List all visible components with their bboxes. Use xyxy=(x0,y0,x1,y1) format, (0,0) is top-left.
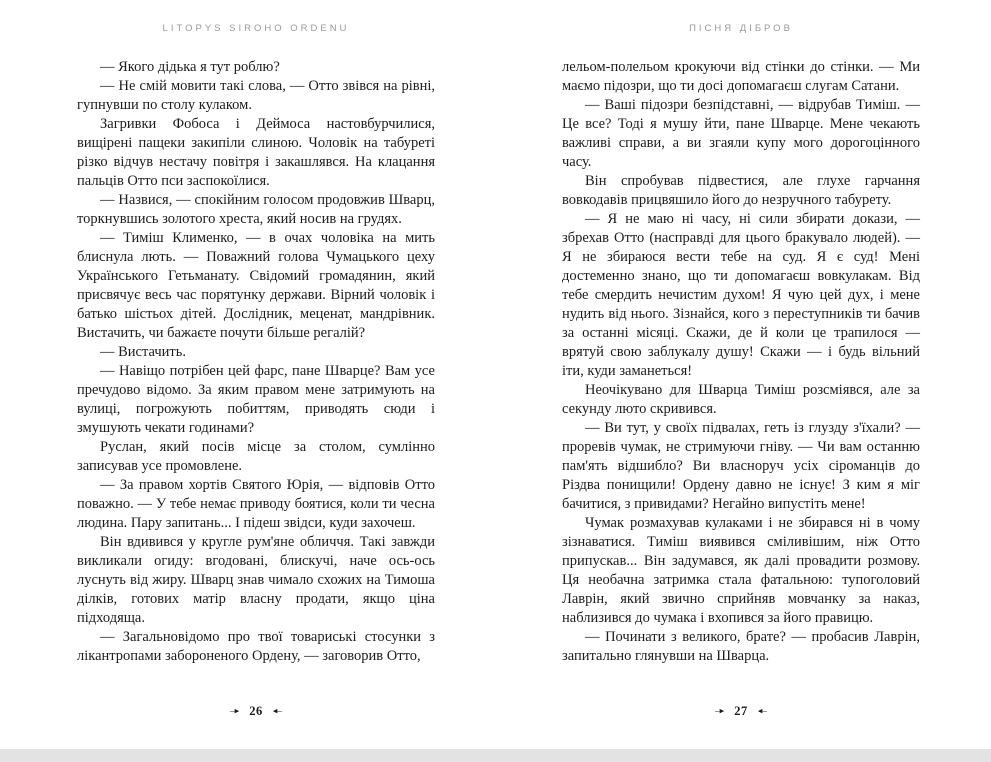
folio-ornament-left-icon: –▸ xyxy=(230,705,240,716)
paragraph: Неочікувано для Шварца Тиміш розсміявся, але за секунду люто скривився. xyxy=(562,382,920,417)
running-header-right: ПІСНЯ ДІБРОВ xyxy=(689,23,793,34)
folio-ornament-right-icon: ◂– xyxy=(272,705,282,716)
page-text-right xyxy=(562,58,920,666)
paragraph: Чумак розмахував кулаками і не збирався ні в чому зізнаватися. Тиміш виявився сміливішим, ніж Отто припускав... Він задумався, як далі провадити розмову. Ця необачна затримка стала фатальною: тупоголовий Лаврін, який звично сприйняв мовчанку за наказ, наблизився до чумака і вхопився за його правицю. xyxy=(562,515,920,626)
paragraph: лельом-полельом крокуючи від стінки до стінки. — Ми маємо підозри, що ти досі допомагаєш слугам Сатани. xyxy=(562,59,920,94)
paragraph: — Тиміш Клименко, — в очах чоловіка на мить блиснула лють. — Поважний голова Чумацького цеху Українського Гетьманату. Свідомий громадянин, який присвячує весь час порятунку держави. Вірний чоловік і батько шістьох дітей. Дослідник, меценат, мандрівник. Вистачить, чи бажаєте почути більше регалій? xyxy=(77,230,435,341)
paragraph: Він спробував підвестися, але глухе гарчання вовкодавів прицвяшило його до незручного табурету. xyxy=(562,173,920,208)
page-right xyxy=(562,0,920,762)
paragraph: — Починати з великого, брате? — пробасив Лаврін, запитально глянувши на Шварца. xyxy=(562,629,920,664)
folio-right xyxy=(562,704,920,719)
paragraph: — Якого дідька я тут роблю? xyxy=(100,59,280,75)
folio-ornament-left-icon: –▸ xyxy=(715,705,725,716)
page-number-left: 26 xyxy=(249,704,263,718)
paragraph: — Не смій мовити такі слова, — Отто звівся на рівні, гупнувши по столу кулаком. xyxy=(77,78,435,113)
folio-ornament-right-icon: ◂– xyxy=(757,705,767,716)
page-number-right: 27 xyxy=(734,704,748,718)
paragraph: Загривки Фобоса і Деймоса настовбурчилися, вищірені пащеки закипіли слиною. Чоловік на табуреті різко відчув нестачу повітря і закашлявся. На клацання пальців Отто пси заспокоїлися. xyxy=(77,116,435,189)
folio-left xyxy=(77,704,435,719)
paragraph: — За правом хортів Святого Юрія, — відповів Отто поважно. — У тебе немає приводу боятися, коли ти чесна людина. Пару запитань... І підеш звідси, куди захочеш. xyxy=(77,477,435,531)
window-bottom-edge xyxy=(0,749,991,762)
paragraph: — Загальновідомо про твої товариські стосунки з лікантропами забороненого Ордену, — заговорив Отто, xyxy=(77,629,435,664)
running-header-left: LITOPYS SIROHO ORDENU xyxy=(162,23,350,34)
paragraph: Руслан, який посів місце за столом, сумлінно записував усе промовлене. xyxy=(77,439,435,474)
paragraph: Він вдивився у кругле рум'яне обличчя. Такі завжди викликали огиду: вгодовані, блискучі, наче ось-ось луснуть від жиру. Шварц знав чимало схожих на Тимоша ділків, готових матір власну продати, якщо ціна підходяща. xyxy=(77,534,435,626)
page-text-left xyxy=(77,58,435,666)
paragraph: — Вистачить. xyxy=(100,344,186,360)
page-left xyxy=(77,0,435,762)
paragraph: — Я не маю ні часу, ні сили збирати докази, — збрехав Отто (насправді для цього бракувало людей). — Я не збираюся вести тебе на суд. Я є суд! Мені достеменно знано, що ти допомагаєш вовкулакам. Від тебе смердить нечистим духом! Я чую цей дух, і мене нудить від нього. Зізнайся, кого з переступників ти бачив за останні місяці. Скажи, де й коли це трапилося — врятуй свою заблукалу душу! Скажи — і будь вільний іти, куди заманеться! xyxy=(562,211,920,379)
paragraph: — Назвися, — спокійним голосом продовжив Шварц, торкнувшись золотого хреста, який носив на грудях. xyxy=(77,192,435,227)
paragraph: — Ваші підозри безпідставні, — відрубав Тиміш. — Це все? Тоді я мушу йти, пане Шварце. Мене чекають важливі справи, а ви згаяли купу мого дорогоцінного часу. xyxy=(562,97,920,170)
paragraph: — Ви тут, у своїх підвалах, геть із глузду з'їхали? — проревів чумак, не стримуючи гніву. — Чи вам останню пам'ять відшибло? Ви власноруч усіх сіроманців до Різдва понищили! Ордену давно не існує! З ким я міг бачитися, з привидами? Негайно випустіть мене! xyxy=(562,420,920,512)
paragraph: — Навіщо потрібен цей фарс, пане Шварце? Вам усе пречудово відомо. За яким правом мене затримують на вулиці, погрожують побиттям, приводять сюди і змушують чекати годинами? xyxy=(77,363,435,436)
